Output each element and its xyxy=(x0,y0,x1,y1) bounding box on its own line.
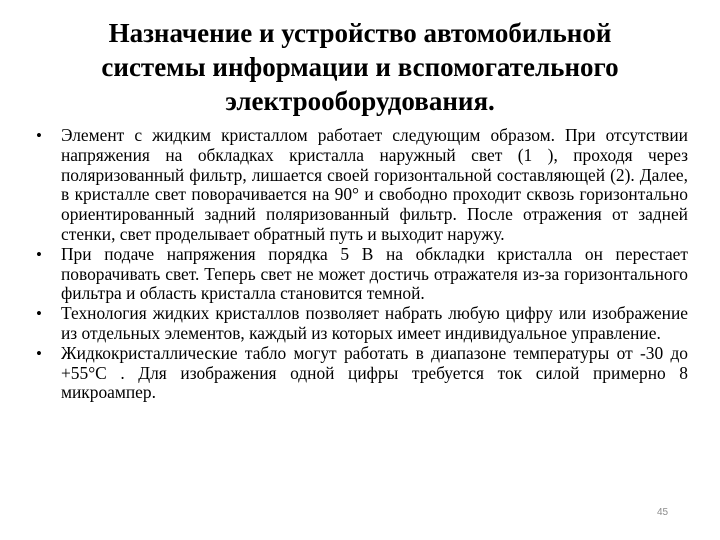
bullet-text: Технология жидких кристаллов позволяет набрать любую цифру или изображение из отдельных элементов, каждый из которых имеет индивидуальное управление. xyxy=(61,303,688,343)
bullet-text: При подаче напряжения порядка 5 В на обкладки кристалла он перестает поворачивать свет. Теперь свет не может достичь отражателя из-за горизонтального фильтра и область кристалла становится темной. xyxy=(61,243,688,304)
bullet-dot-icon: • xyxy=(36,126,42,145)
bullet-dot-icon: • xyxy=(36,343,42,363)
title-line-3: электрооборудования. xyxy=(225,86,495,116)
bullet-dot-icon: • xyxy=(36,244,42,264)
bullet-item-temperature-range xyxy=(36,344,688,403)
bullet-item-lcd-principle xyxy=(36,126,688,245)
bullet-text: Жидкокристаллические табло могут работать в диапазоне температуры от -30 до +55°С . Для изображения одной цифры требуется ток силой примерно 8 микроампер. xyxy=(61,342,688,403)
bullet-list xyxy=(36,126,688,403)
bullet-text: Элемент с жидким кристаллом работает следующим образом. При отсутствии напряжения на обкладках кристалла наружный свет (1 ), проходя через поляризованный фильтр, лишается своей горизонтальной составляющей (2). Далее, в кристалле свет поворачивается на 90° и свободно проходит сквозь горизонтально ориентированный задний поляризованный фильтр. После отражения от задней стенки, свет проделывает обратный путь и выходит наружу. xyxy=(61,125,688,244)
title-line-2: системы информации и вспомогательного xyxy=(101,52,619,82)
bullet-dot-icon: • xyxy=(36,304,42,324)
slide-title xyxy=(60,16,660,118)
bullet-item-voltage-applied xyxy=(36,245,688,304)
bullet-item-lcd-technology xyxy=(36,304,688,344)
page-number: 45 xyxy=(657,507,669,518)
title-line-1: Назначение и устройство автомобильной xyxy=(108,18,612,48)
